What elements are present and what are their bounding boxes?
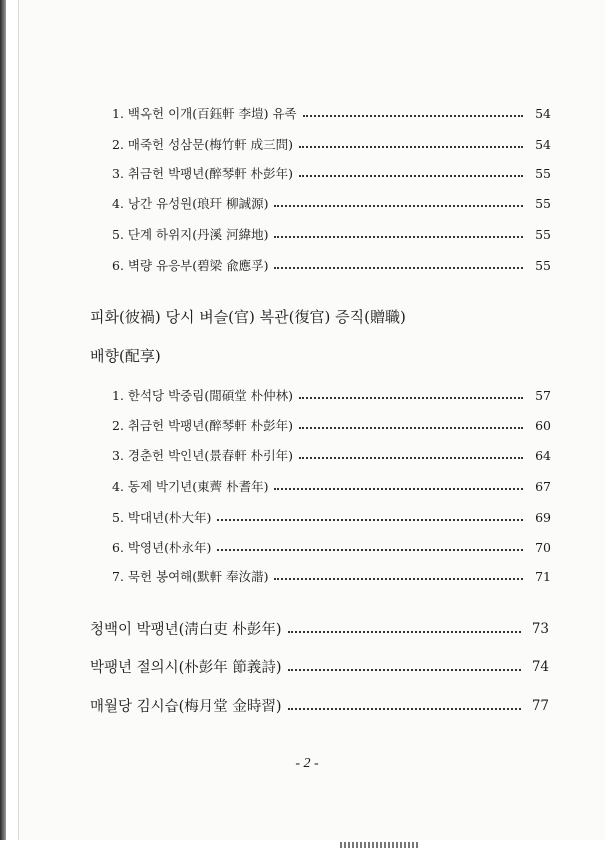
scan-bottom-margin — [0, 840, 614, 850]
toc-entry[interactable] — [112, 225, 551, 243]
dot-leader — [299, 175, 523, 177]
toc-entry-page: 77 — [531, 697, 549, 714]
toc-entry[interactable] — [112, 477, 551, 495]
dot-leader — [299, 427, 523, 429]
dot-leader — [274, 578, 523, 580]
toc-entry-page: 73 — [531, 620, 549, 637]
toc-entry-label: 매월당 김시습(梅月堂 金時習) — [90, 699, 282, 715]
section-heading: 배향(配享) — [90, 347, 161, 365]
toc-entry-label: 4. 낭간 유성원(琅玕 柳誠源) — [112, 196, 269, 211]
dot-leader — [217, 519, 523, 521]
toc-entry[interactable] — [112, 508, 551, 526]
page-number: - 2 - — [295, 756, 319, 771]
toc-entry[interactable] — [112, 538, 551, 556]
toc-entry[interactable] — [112, 135, 551, 153]
toc-entry[interactable] — [112, 194, 551, 212]
toc-entry-page: 55 — [535, 165, 551, 181]
scan-marks — [340, 842, 420, 848]
toc-entry[interactable] — [90, 695, 549, 716]
toc-entry-page: 71 — [535, 568, 551, 584]
dot-leader — [299, 397, 523, 399]
toc-entry[interactable] — [112, 256, 551, 274]
toc-entry-label: 6. 벽량 유응부(碧梁 兪應孚) — [112, 258, 269, 273]
toc-entry-label: 3. 경춘헌 박인년(景春軒 朴引年) — [112, 448, 294, 463]
dot-leader — [274, 236, 523, 238]
toc-entry-page: 67 — [535, 478, 551, 494]
toc-entry-label: 1. 백옥헌 이개(百鈺軒 李塏) 유족 — [112, 106, 297, 121]
toc-entry-label: 청백이 박팽년(淸白吏 朴彭年) — [90, 622, 282, 638]
toc-entry-label: 5. 단계 하위지(丹溪 河緯地) — [112, 227, 269, 242]
toc-entry-page: 64 — [535, 447, 551, 463]
toc-entry-page: 54 — [535, 136, 551, 152]
dot-leader — [288, 631, 521, 633]
toc-entry[interactable] — [112, 104, 551, 122]
dot-leader — [274, 488, 523, 490]
toc-entry-page: 54 — [535, 105, 551, 121]
section-heading: 피화(彼禍) 당시 벼슬(官) 복관(復官) 증직(贈職) — [90, 308, 406, 326]
dot-leader — [303, 115, 523, 117]
dot-leader — [274, 267, 523, 269]
toc-entry[interactable] — [112, 416, 551, 434]
toc-entry-label: 5. 박대년(朴大年) — [112, 510, 212, 525]
dot-leader — [299, 457, 523, 459]
toc-entry-page: 57 — [535, 387, 551, 403]
toc-entry-label: 7. 묵헌 봉여해(默軒 奉汝諧) — [112, 569, 269, 584]
dot-leader — [217, 549, 523, 551]
dot-leader — [288, 669, 521, 671]
toc-entry[interactable] — [90, 656, 549, 677]
toc-entry[interactable] — [112, 446, 551, 464]
toc-entry-label: 3. 취금헌 박팽년(醉琴軒 朴彭年) — [112, 166, 294, 181]
toc-entry-label: 2. 매죽헌 성삼문(梅竹軒 成三問) — [112, 137, 294, 152]
toc-entry[interactable] — [112, 567, 551, 585]
toc-entry-page: 74 — [531, 658, 549, 675]
toc-entry-page: 70 — [535, 539, 551, 555]
toc-entry-label: 2. 취금헌 박팽년(醉琴軒 朴彭年) — [112, 418, 294, 433]
toc-entry-label: 1. 한석당 박중림(閒碩堂 朴仲林) — [112, 388, 294, 403]
toc-entry-page: 69 — [535, 509, 551, 525]
toc-entry[interactable] — [112, 386, 551, 404]
toc-entry-label: 4. 동제 박기년(東薺 朴耆年) — [112, 479, 269, 494]
toc-entry-page: 60 — [535, 417, 551, 433]
scan-edge — [0, 0, 6, 850]
toc-entry-page: 55 — [535, 226, 551, 242]
toc-entry-label: 박팽년 절의시(朴彭年 節義詩) — [90, 660, 282, 676]
dot-leader — [299, 146, 523, 148]
dot-leader — [274, 205, 523, 207]
toc-entry-label: 6. 박영년(朴永年) — [112, 540, 212, 555]
dot-leader — [288, 708, 521, 710]
toc-entry-page: 55 — [535, 195, 551, 211]
toc-entry[interactable] — [90, 618, 549, 639]
toc-entry[interactable] — [112, 164, 551, 182]
toc-entry-page: 55 — [535, 257, 551, 273]
